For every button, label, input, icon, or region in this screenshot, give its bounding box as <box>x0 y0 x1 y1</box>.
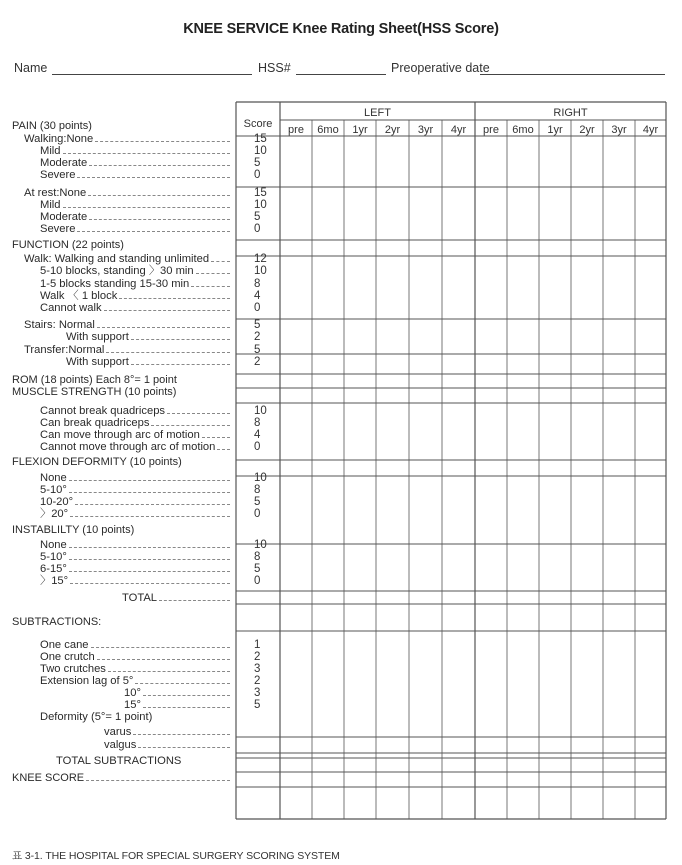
preoperative-date-label: Preoperative date <box>391 61 490 75</box>
dotted-leader <box>131 364 230 365</box>
section-heading: MUSCLE STRENGTH (10 points) <box>12 386 177 398</box>
score-value: 8 <box>254 278 261 290</box>
criterion-label: None <box>40 539 67 551</box>
score-value: 2 <box>254 356 261 368</box>
form-title: KNEE SERVICE Knee Rating Sheet(HSS Score) <box>183 21 499 37</box>
criterion-label: 5-10° <box>40 551 67 563</box>
score-value: 0 <box>254 575 261 587</box>
criterion-label: varus <box>104 726 132 738</box>
criterion-label: With support <box>66 356 129 368</box>
dotted-leader <box>131 339 230 340</box>
section-heading: PAIN (30 points) <box>12 120 92 132</box>
criterion-label: Can move through arc of motion <box>40 429 200 441</box>
criterion-label: Cannot walk <box>40 302 102 314</box>
criterion-label: Stairs: Normal <box>24 319 95 331</box>
left-timepoint-header: 1yr <box>352 124 368 136</box>
dotted-leader <box>133 734 230 735</box>
score-value: 0 <box>254 508 261 520</box>
criterion-label: 1-5 blocks standing 15-30 min <box>40 278 190 290</box>
score-value: 0 <box>254 302 261 314</box>
score-value: 4 <box>254 290 261 302</box>
criterion-label: Severe <box>40 223 76 235</box>
section-heading: FUNCTION (22 points) <box>12 239 124 251</box>
dotted-leader <box>69 492 230 493</box>
criterion-label: Can break quadriceps <box>40 417 150 429</box>
name-label: Name <box>14 61 48 75</box>
score-value: 12 <box>254 253 267 265</box>
dotted-leader <box>88 195 230 196</box>
score-value: 0 <box>254 169 261 181</box>
dotted-leader <box>119 298 230 299</box>
dotted-leader <box>196 273 230 274</box>
hss-number-label: HSS# <box>258 61 291 75</box>
score-value: 10 <box>254 199 267 211</box>
criterion-label: Extension lag of 5° <box>40 675 134 687</box>
criterion-label: Mild <box>40 145 61 157</box>
criterion-label: 〉20° <box>40 508 69 520</box>
score-value: 2 <box>254 651 261 663</box>
left-timepoint-header: 2yr <box>384 124 401 136</box>
criterion-label: valgus <box>104 739 137 751</box>
criterion-label: 15° <box>124 699 141 711</box>
criterion-label: One cane <box>40 639 89 651</box>
dotted-leader <box>143 707 230 708</box>
score-value: 5 <box>254 211 261 223</box>
score-value: 5 <box>254 563 261 575</box>
criterion-label: 6-15° <box>40 563 67 575</box>
left-knee-header: LEFT <box>364 107 391 119</box>
criterion-label: None <box>40 472 67 484</box>
score-value: 5 <box>254 699 261 711</box>
score-value: 10 <box>254 472 267 484</box>
dotted-leader <box>69 559 230 560</box>
criterion-label: Moderate <box>40 211 88 223</box>
score-value: 15 <box>254 187 267 199</box>
dotted-leader <box>138 747 230 748</box>
dotted-leader <box>135 683 230 684</box>
score-value: 5 <box>254 157 261 169</box>
criterion-label: Moderate <box>40 157 88 169</box>
dotted-leader <box>63 153 230 154</box>
criterion-label: Two crutches <box>40 663 106 675</box>
dotted-leader <box>191 286 230 287</box>
dotted-leader <box>86 780 230 781</box>
score-value: 10 <box>254 265 267 277</box>
dotted-leader <box>70 583 230 584</box>
dotted-leader <box>151 425 230 426</box>
score-value: 5 <box>254 344 261 356</box>
criterion-label: Severe <box>40 169 76 181</box>
dotted-leader <box>75 504 230 505</box>
score-value: 1 <box>254 639 261 651</box>
score-value: 8 <box>254 551 261 563</box>
score-value: 2 <box>254 675 261 687</box>
score-value: 0 <box>254 223 261 235</box>
dotted-leader <box>95 141 230 142</box>
dotted-leader <box>63 207 230 208</box>
criterion-label: Walk 〈 1 block <box>40 290 118 302</box>
score-value: 8 <box>254 417 261 429</box>
section-heading: INSTABLILTY (10 points) <box>12 524 135 536</box>
table-caption: 표 3-1. THE HOSPITAL FOR SPECIAL SURGERY SCORING SYSTEM <box>12 850 340 862</box>
dotted-leader <box>143 695 230 696</box>
score-value: 3 <box>254 687 261 699</box>
dotted-leader <box>167 413 230 414</box>
dotted-leader <box>89 165 230 166</box>
dotted-leader <box>77 231 230 232</box>
criterion-label: Transfer:Normal <box>24 344 105 356</box>
dotted-leader <box>104 310 230 311</box>
section-heading: FLEXION DEFORMITY (10 points) <box>12 456 182 468</box>
right-timepoint-header: 4yr <box>642 124 659 136</box>
score-value: 15 <box>254 133 267 145</box>
criterion-label: Mild <box>40 199 61 211</box>
right-timepoint-header: 3yr <box>611 124 627 136</box>
dotted-leader <box>159 600 230 601</box>
left-timepoint-header: 3yr <box>417 124 434 136</box>
dotted-leader <box>69 571 230 572</box>
criterion-label: Walk: Walking and standing unlimited <box>24 253 210 265</box>
left-timepoint-header: pre <box>288 124 304 136</box>
score-value: 5 <box>254 496 261 508</box>
right-timepoint-header: 2yr <box>579 124 595 136</box>
criterion-label: 10° <box>124 687 141 699</box>
score-value: 2 <box>254 331 261 343</box>
right-knee-header: RIGHT <box>553 107 588 119</box>
score-value: 0 <box>254 441 261 453</box>
dotted-leader <box>69 547 230 548</box>
criterion-label: Cannot move through arc of motion <box>40 441 216 453</box>
dotted-leader <box>106 352 230 353</box>
score-value: 10 <box>254 145 267 157</box>
criterion-label: TOTAL SUBTRACTIONS <box>56 755 182 767</box>
criterion-label: TOTAL <box>122 592 158 604</box>
right-timepoint-header: 1yr <box>547 124 563 136</box>
criterion-label: Cannot break quadriceps <box>40 405 166 417</box>
dotted-leader <box>89 219 230 220</box>
left-timepoint-header: 4yr <box>450 124 467 136</box>
score-column-header: Score <box>243 118 273 130</box>
section-heading: SUBTRACTIONS: <box>12 616 102 628</box>
dotted-leader <box>108 671 230 672</box>
criterion-label: Walking:None <box>24 133 94 145</box>
criterion-label: 5-10 blocks, standing 〉30 min <box>40 265 194 277</box>
right-timepoint-header: pre <box>483 124 499 136</box>
score-value: 10 <box>254 539 267 551</box>
dotted-leader <box>211 261 230 262</box>
dotted-leader <box>91 647 230 648</box>
dotted-leader <box>69 480 230 481</box>
score-value: 5 <box>254 319 261 331</box>
criterion-label: 10-20° <box>40 496 74 508</box>
score-value: 8 <box>254 484 261 496</box>
score-value: 10 <box>254 405 267 417</box>
criterion-label: With support <box>66 331 129 343</box>
dotted-leader <box>77 177 230 178</box>
criterion-label: At rest:None <box>24 187 87 199</box>
score-value: 3 <box>254 663 261 675</box>
section-heading: KNEE SCORE <box>12 772 85 784</box>
criterion-label: 5-10° <box>40 484 67 496</box>
criterion-label: Deformity (5°= 1 point) <box>40 711 153 723</box>
left-timepoint-header: 6mo <box>317 124 339 136</box>
right-timepoint-header: 6mo <box>512 124 534 136</box>
dotted-leader <box>97 659 230 660</box>
dotted-leader <box>97 327 230 328</box>
score-value: 4 <box>254 429 261 441</box>
dotted-leader <box>202 437 230 438</box>
section-heading: ROM (18 points) Each 8°= 1 point <box>12 374 177 386</box>
dotted-leader <box>70 516 230 517</box>
criterion-label: 〉15° <box>40 575 69 587</box>
dotted-leader <box>217 449 230 450</box>
criterion-label: One crutch <box>40 651 95 663</box>
